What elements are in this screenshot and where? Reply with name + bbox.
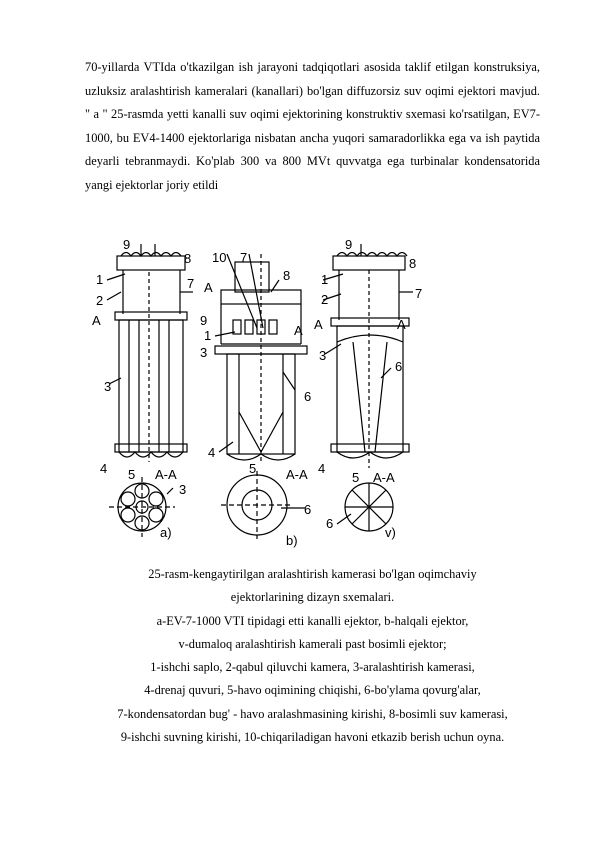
caption-line: a-EV-7-1000 VTI tipidagi etti kanalli ejektor, b-halqali ejektor, bbox=[156, 613, 469, 628]
label-v-6: 6 bbox=[395, 359, 403, 374]
ejector-v bbox=[323, 244, 413, 531]
label-a-A: A bbox=[92, 313, 101, 328]
label-v-7: 7 bbox=[415, 286, 423, 301]
label-b-4: 4 bbox=[208, 445, 216, 460]
label-a-7: 7 bbox=[187, 276, 195, 291]
caption-line: 1-ishchi saplo, 2-qabul qiluvchi kamera, 3-aralashtirish kamerasi, bbox=[150, 660, 475, 675]
label-v-4: 4 bbox=[318, 461, 326, 476]
label-b-8: 8 bbox=[283, 268, 291, 283]
label-v-8: 8 bbox=[409, 256, 417, 271]
label-v-AA: A-A bbox=[373, 470, 395, 485]
label-a-5: 5 bbox=[128, 467, 136, 482]
label-a-4: 4 bbox=[100, 461, 108, 476]
label-v-1: 1 bbox=[321, 272, 329, 287]
label-a-AA: A-A bbox=[155, 467, 177, 482]
intro-paragraph: 70-yillarda VTIda o'tkazilgan ish jarayoni tadqiqotlari asosida taklif etilgan konstruksiya, uzluksiz aralashtirish kameralari (kanallari) bo'lgan diffuzorsiz suv oqimi ejektori mavjud. " a " 25-rasmda yetti kanalli suv oqimi ejektorining konstruktiv sxemasi ko'rsatilgan, EV7-1000, bu EV4-1400 ejektorlariga nisbatan ancha yuqori samaradorlikka ega va ish paytida deyarli tebranmaydi. Ko'plab 300 va 800 MVt quvvatga ega turbinalar kondensatorida yangi ejektorlar joriy etildi bbox=[85, 60, 540, 192]
label-a-1: 1 bbox=[96, 272, 104, 287]
label-b-6b: 6 bbox=[304, 502, 312, 517]
caption-line: v-dumaloq aralashtirish kamerali past bosimli ejektor; bbox=[178, 636, 447, 651]
caption-line: 7-kondensatordan bug' - havo aralashmasining kirishi, 8-bosimli suv kamerasi, bbox=[117, 706, 508, 721]
label-b-9: 9 bbox=[200, 313, 208, 328]
caption-line: 25-rasm-kengaytirilgan aralashtirish kamerasi bo'lgan oqimchaviy bbox=[148, 567, 477, 581]
label-b-A: A bbox=[204, 280, 213, 295]
label-v-5: 5 bbox=[352, 470, 360, 485]
label-b-caption: b) bbox=[286, 533, 298, 548]
ejector-schematics-figure bbox=[85, 232, 540, 557]
label-v-A2: A bbox=[397, 317, 406, 332]
label-v-3: 3 bbox=[319, 348, 327, 363]
label-a-9: 9 bbox=[123, 237, 131, 252]
label-v-caption: v) bbox=[385, 525, 396, 540]
label-a-3: 3 bbox=[104, 379, 112, 394]
label-v-A: A bbox=[314, 317, 323, 332]
label-v-9: 9 bbox=[345, 237, 353, 252]
label-b-5: 5 bbox=[249, 461, 257, 476]
caption-line: ejektorlarining dizayn sxemalari. bbox=[230, 590, 395, 605]
label-b-A2: A bbox=[294, 323, 303, 338]
label-b-10: 10 bbox=[212, 250, 227, 265]
label-b-AA: A-A bbox=[286, 467, 308, 482]
label-a-3b: 3 bbox=[179, 482, 187, 497]
caption-line: 4-drenaj quvuri, 5-havo oqimining chiqishi, 6-bo'ylama qovurg'alar, bbox=[144, 683, 481, 698]
label-b-7: 7 bbox=[240, 250, 248, 265]
label-a-8: 8 bbox=[184, 251, 192, 266]
label-b-1: 1 bbox=[204, 328, 212, 343]
label-a-2: 2 bbox=[96, 293, 104, 308]
ejector-b bbox=[215, 254, 307, 539]
ejector-drawing bbox=[85, 232, 540, 557]
figure-caption bbox=[70, 563, 555, 749]
label-b-6: 6 bbox=[304, 389, 312, 404]
label-a-caption: a) bbox=[160, 525, 172, 540]
caption-line: 9-ishchi suvning kirishi, 10-chiqariladigan havoni etkazib berish uchun oyna. bbox=[120, 730, 505, 745]
label-v-6b: 6 bbox=[326, 516, 334, 531]
label-b-3: 3 bbox=[200, 345, 208, 360]
label-v-2: 2 bbox=[321, 292, 329, 307]
